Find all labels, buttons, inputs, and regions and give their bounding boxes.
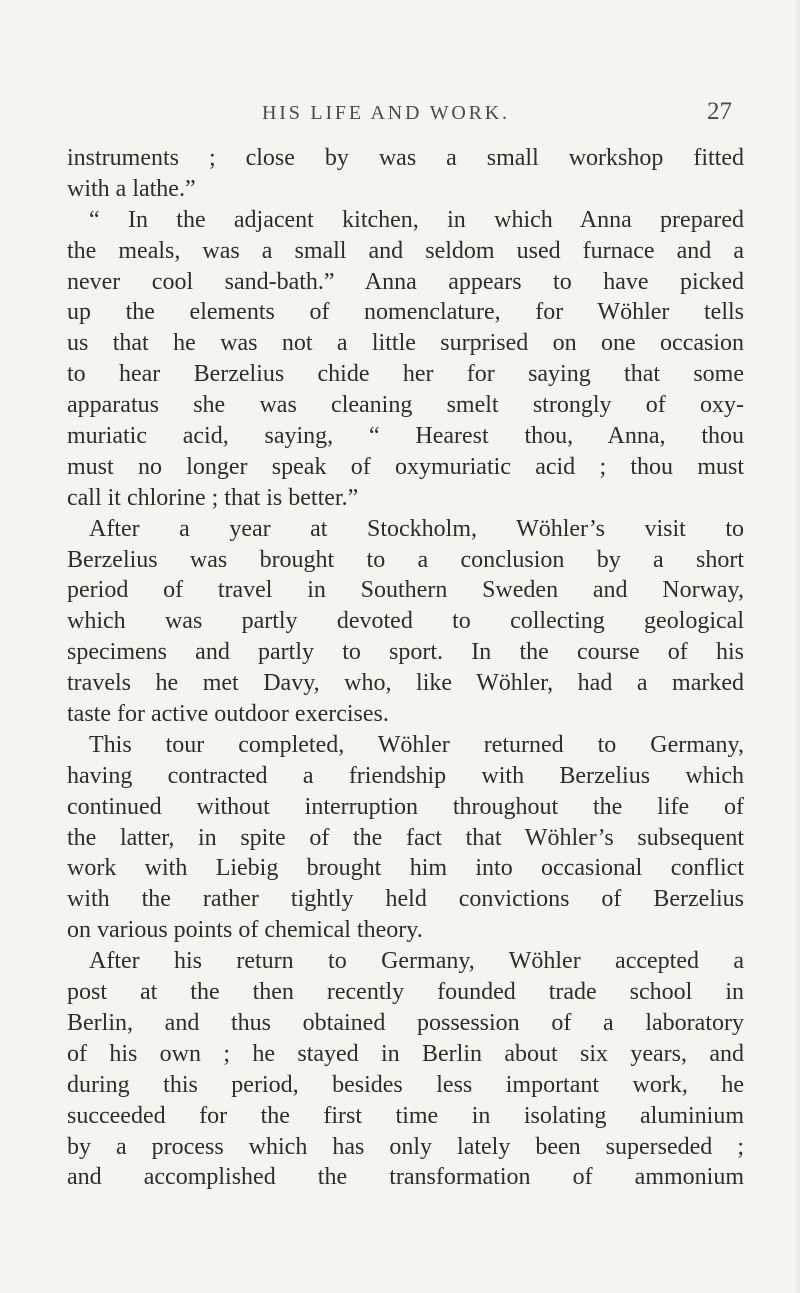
text-line: instruments ; close by was a small workshop fitted xyxy=(67,145,744,171)
text-line: continued without interruption throughout the life of xyxy=(67,793,744,820)
text-line: during this period, besides less important work, he xyxy=(67,1071,744,1098)
text-line: work with Liebig brought him into occasional conflict xyxy=(67,855,744,882)
text-line: which was partly devoted to collecting geological xyxy=(67,608,744,635)
text-line: up the elements of nomenclature, for Wöhler tells xyxy=(67,299,744,326)
text-line: travels he met Davy, who, like Wöhler, had a marked xyxy=(67,670,744,697)
text-line: on various points of chemical theory. xyxy=(67,917,423,944)
text-line: This tour completed, Wöhler returned to Germany, xyxy=(89,731,744,758)
text-line: with a lathe.” xyxy=(67,175,196,202)
text-line: post at the then recently founded trade school in xyxy=(67,979,744,1006)
text-line: Berzelius was brought to a conclusion by a short xyxy=(67,546,744,573)
text-line: taste for active outdoor exercises. xyxy=(67,701,389,728)
text-line: having contracted a friendship with Berzelius which xyxy=(67,762,744,789)
text-line: Berlin, and thus obtained possession of a laboratory xyxy=(67,1009,744,1036)
text-line: “ In the adjacent kitchen, in which Anna prepared xyxy=(89,206,744,233)
text-line: never cool sand-bath.” Anna appears to have picked xyxy=(67,268,744,295)
text-line: by a process which has only lately been superseded ; xyxy=(67,1133,744,1160)
text-line: specimens and partly to sport. In the course of his xyxy=(67,639,744,666)
text-line: the meals, was a small and seldom used furnace and a xyxy=(67,237,744,264)
running-head xyxy=(0,94,800,130)
text-line: and accomplished the transformation of ammonium xyxy=(67,1164,744,1191)
text-line: After a year at Stockholm, Wöhler’s visit to xyxy=(89,515,744,542)
body-text xyxy=(67,143,744,1193)
text-line: the latter, in spite of the fact that Wöhler’s subsequent xyxy=(67,824,744,851)
text-line: succeeded for the first time in isolating aluminium xyxy=(67,1102,744,1129)
text-line: After his return to Germany, Wöhler accepted a xyxy=(89,948,744,975)
text-line: muriatic acid, saying, “ Hearest thou, Anna, thou xyxy=(67,423,744,450)
page-edge-shadow xyxy=(794,0,800,1293)
text-line: with the rather tightly held convictions of Berzelius xyxy=(67,886,744,913)
running-title: HIS LIFE AND WORK. xyxy=(262,102,510,124)
text-line: apparatus she was cleaning smelt strongly of oxy- xyxy=(67,392,744,419)
text-line: us that he was not a little surprised on one occasion xyxy=(67,330,744,357)
page-number: 27 xyxy=(707,98,732,125)
text-line: must no longer speak of oxymuriatic acid ; thou must xyxy=(67,453,744,480)
text-line: call it chlorine ; that is better.” xyxy=(67,484,359,511)
text-line: to hear Berzelius chide her for saying that some xyxy=(67,361,744,388)
text-line: period of travel in Southern Sweden and Norway, xyxy=(67,577,744,604)
text-line: of his own ; he stayed in Berlin about six years, and xyxy=(67,1040,744,1067)
